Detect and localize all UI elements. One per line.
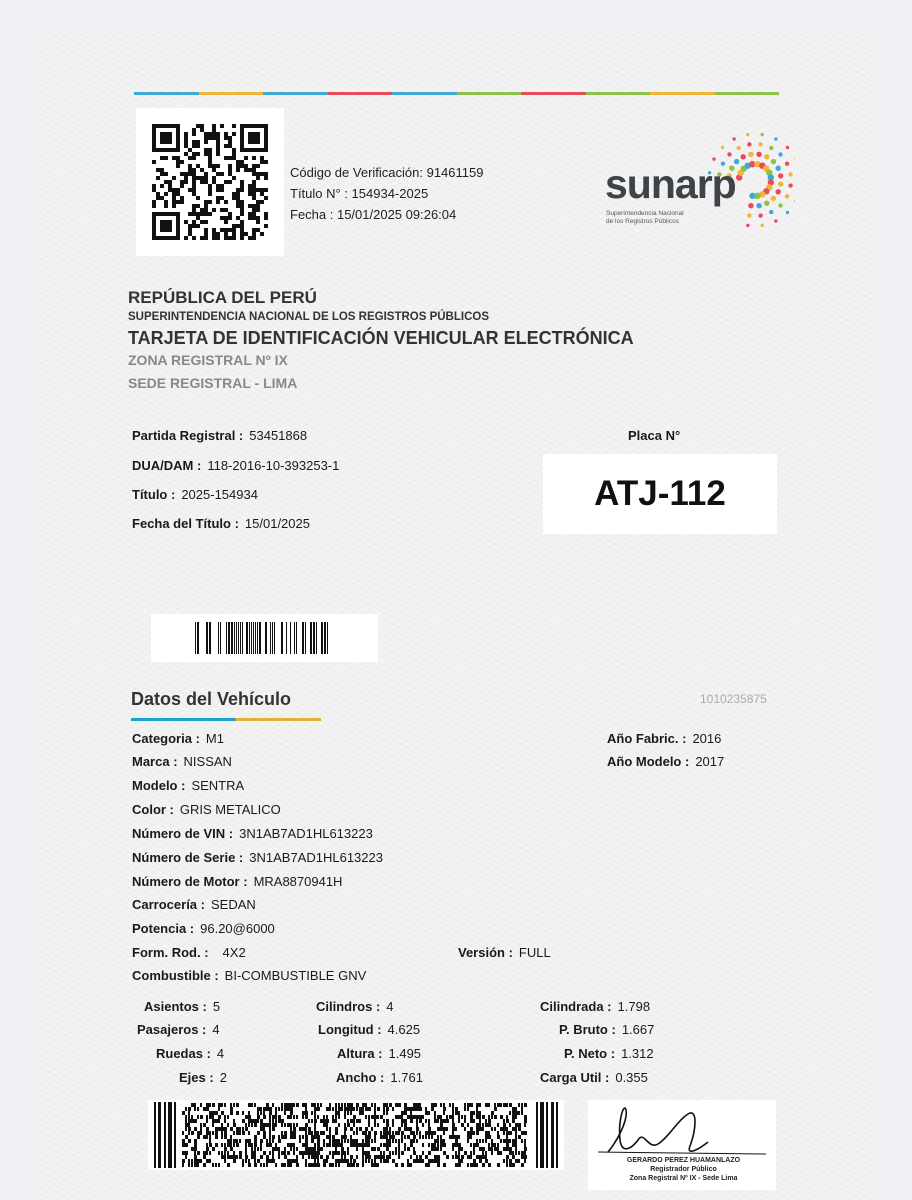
heading-sede: SEDE REGISTRAL - LIMA (128, 375, 298, 391)
spec-altura: Altura : 1.495 (337, 1046, 422, 1061)
field-dua: DUA/DAM : 118-2016-10-393253-1 (132, 458, 340, 473)
spec-asientos: Asientos : 5 (144, 999, 221, 1014)
field-modelo: Modelo : SENTRA (132, 778, 245, 793)
heading-superintendencia: SUPERINTENDENCIA NACIONAL DE LOS REGISTROS PÚBLICOS (128, 311, 490, 323)
signature-block (588, 1100, 776, 1190)
field-ano-fabric: Año Fabric. : 2016 (607, 731, 722, 746)
field-color: Color : GRIS METALICO (132, 802, 281, 817)
field-categoria: Categoria : M1 (132, 731, 224, 746)
section-title-vehiculo: Datos del Vehículo (131, 689, 292, 709)
heading-zona: ZONA REGISTRAL Nº IX (128, 352, 288, 368)
field-titulo: Título : 2025-154934 (132, 487, 258, 502)
qr-code (136, 108, 284, 256)
heading-republica: REPÚBLICA DEL PERÚ (128, 288, 317, 307)
field-marca: Marca : NISSAN (132, 754, 232, 769)
barcode-2d (148, 1100, 564, 1170)
section-underline (131, 718, 321, 721)
spec-longitud: Longitud : 4.625 (318, 1022, 421, 1037)
field-combustible: Combustible : BI-COMBUSTIBLE GNV (132, 968, 367, 983)
spec-p-bruto: P. Bruto : 1.667 (559, 1022, 655, 1037)
vehicle-id-card (40, 30, 872, 1200)
placa-label: Placa N° (628, 428, 681, 443)
logo-word: sunarp (605, 161, 736, 207)
verification-code: Código de Verificación: 91461159 (290, 165, 484, 180)
placa-value: ATJ-112 (594, 474, 726, 513)
field-form-rod: Form. Rod. : 4X2 (132, 945, 246, 960)
field-partida: Partida Registral : 53451868 (132, 428, 308, 443)
barcode-small (151, 614, 378, 662)
spec-carga-util: Carga Util : 0.355 (540, 1070, 648, 1085)
spec-cilindros: Cilindros : 4 (316, 999, 394, 1014)
spec-ejes: Ejes : 2 (179, 1070, 227, 1085)
spec-ancho: Ancho : 1.761 (336, 1070, 423, 1085)
sunarp-logo (605, 125, 795, 235)
field-vin: Número de VIN : 3N1AB7AD1HL613223 (132, 826, 373, 841)
spec-pasajeros: Pasajeros : 4 (137, 1022, 220, 1037)
spec-ruedas: Ruedas : 4 (156, 1046, 225, 1061)
serial-number: 1010235875 (700, 692, 767, 706)
signature-caption: GERARDO PEREZ HUAMANLAZO Registrador Público Zona Registral Nº IX - Sede Lima (626, 1157, 741, 1182)
placa-box (543, 454, 777, 534)
verification-block (290, 162, 483, 225)
field-potencia: Potencia : 96.20@6000 (132, 921, 275, 936)
verification-titulo: Título N° : 154934-2025 (290, 186, 429, 201)
field-version: Versión : FULL (458, 945, 551, 960)
spec-cilindrada: Cilindrada : 1.798 (540, 999, 651, 1014)
signature-icon (588, 1100, 776, 1160)
field-motor: Número de Motor : MRA8870941H (132, 874, 343, 889)
verification-fecha: Fecha : 15/01/2025 09:26:04 (290, 207, 457, 222)
color-stripe (134, 92, 779, 95)
field-ano-modelo: Año Modelo : 2017 (607, 754, 725, 769)
field-serie: Número de Serie : 3N1AB7AD1HL613223 (132, 850, 383, 865)
field-fecha-titulo: Fecha del Título : 15/01/2025 (132, 516, 310, 531)
logo-subtitle: Superintendencia Nacional de los Registros Públicos (606, 210, 684, 225)
field-carroceria: Carrocería : SEDAN (132, 897, 256, 912)
spec-p-neto: P. Neto : 1.312 (564, 1046, 654, 1061)
heading-tarjeta: TARJETA DE IDENTIFICACIÓN VEHICULAR ELECTRÓNICA (128, 328, 634, 348)
